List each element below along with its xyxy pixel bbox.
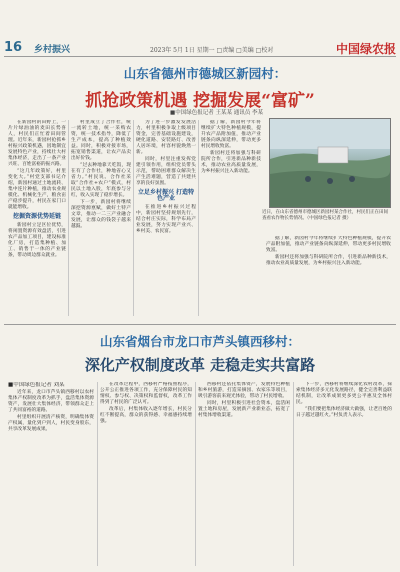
article1-column-4 (201, 120, 261, 316)
column-divider (133, 120, 134, 316)
section-title: 乡村振兴 (34, 45, 71, 55)
paragraph: 同时，村里注重发挥党建引领作用，组织党员带头示范，帮助困难群众解决生产生活难题，营造了共建共享的良好氛围。 (136, 157, 196, 186)
paragraph: 为了进一步激发发展活力，村里积极争取上级项目资金，完善基础设施建设，硬化道路、安装路灯、改善人居环境，村容村貌焕然一新。 (136, 120, 196, 155)
column-divider (195, 382, 196, 566)
article1-subtitle: 山东省德州市德城区新园村： (123, 66, 287, 81)
article1-title: 抓抢政策机遇 挖掘发展“富矿” (85, 91, 315, 111)
column-divider (293, 382, 294, 566)
paragraph: 据了解，新园村今年将继续扩大特色种植规模，提升农产品附加值，推动产业链条向纵深延伸，带动更多村民增收致富。 (266, 236, 391, 253)
paragraph: 在新园村的田野上，一片片绿油油的麦田长势喜人，村民们正忙着田间管理。近年来，新园村抢抓乡村振兴政策机遇，因地制宜发展特色产业，持续壮大村集体经济，走出了一条产业兴旺、百姓富裕的振兴路。 (8, 120, 66, 167)
article2-column-1 (8, 382, 94, 566)
date-line: 2023年 5月 1日 星期一 □责编 □美编 □校对 (150, 47, 274, 54)
article-divider (4, 324, 396, 325)
article1-subheading-2: 立足乡村振兴 打造特色产业 (137, 189, 195, 202)
paragraph: “过去种地靠天吃饭，现在有了合作社，种地省心又省力。”村民说。合作社采取“合作社+农户”模式，村民以土地入股，年底参与分红，收入实现了稳步增长。 (71, 163, 131, 198)
field-photo-illustration (270, 119, 390, 207)
paragraph: 新园村还将加强与科研院所合作，引进新品种新技术，推动农业高质量发展，为乡村振兴注入新动能。 (201, 151, 261, 174)
paragraph: 在改革过程中，西移村严格按照程序，公开公正推进各项工作，充分保障村民的知情权、参与权、决策权和监督权，改革工作得到了村民的广泛认可。 (100, 382, 192, 405)
article1-byline: ■中国绿色报记者 王某某 通讯员 李某 (170, 110, 263, 116)
paragraph: 改革后，村集体收入逐年增长，村民分红不断提高，群众的获得感、幸福感持续增强。 (100, 407, 192, 424)
article1-column-2 (71, 120, 131, 316)
article1-subheading-1: 挖掘资源优势延链 (12, 213, 61, 220)
header-divider (4, 56, 396, 57)
article2-column-3 (198, 382, 290, 566)
column-divider (198, 120, 199, 316)
newspaper-logo: 中国绿农报 (336, 42, 397, 56)
paragraph: 下一步，新园村将继续深挖资源禀赋，做好土特产文章，推动一二三产业融合发展，让群众的钱袋子越来越鼓。 (71, 200, 131, 229)
paragraph: 在推进乡村振兴过程中，新园村坚持规划先行，结合村庄实际，科学布局产业发展，努力实现产业兴、乡村美、农民富。 (136, 205, 196, 234)
column-divider (97, 382, 98, 566)
paragraph: 同时，村里积极引进社会资本，盘活闲置土地和房屋，发展新产业新业态，拓宽了村集体增收渠道。 (198, 401, 290, 418)
paragraph: 新园村还将加强与科研院所合作，引进新品种新技术，推动农业高质量发展，为乡村振兴注入新动能。 (266, 255, 391, 266)
article1-photo (269, 118, 391, 208)
paragraph: “我们要把集体经济做大做强，让老百姓的日子越过越红火。”村负责人表示。 (296, 407, 392, 418)
paragraph: 新园村立足区位优势，将闲置资源有效盘活，引进农产品加工项目，建设标准化厂房，打造集种植、加工、销售于一体的产业链条，带动周边群众就业。 (8, 223, 66, 258)
article1-column-3 (136, 120, 196, 316)
article2-column-2 (100, 382, 192, 566)
article2-title: 深化产权制度改革 走稳走实共富路 (84, 356, 316, 374)
page-number: 16 (4, 40, 23, 55)
article2-column-4 (296, 382, 392, 566)
paragraph: 西移村还依托集体资产，发展特色种植和乡村旅游，打造采摘园、农家乐等项目，吸引游客前来观光体验，带动了村民增收。 (198, 382, 290, 399)
article1-column-5 (266, 236, 391, 316)
article2-subtitle: 山东省烟台市龙口市芦头镇西移村： (99, 334, 300, 349)
paragraph: 据了解，新园村今年将继续扩大特色种植规模，提升农产品附加值，推动产业链条向纵深延伸，带动更多村民增收致富。 (201, 120, 261, 149)
paragraph: 村里成立了合作社，统一流转土地，统一采购农资，统一技术指导，降低了生产成本，提高了种植效益。同时，积极对接市场，拓宽销售渠道，让农产品卖出好价钱。 (71, 120, 131, 161)
article1-photo-caption: 近日，在山东省德州市德城区新园村某合作社，村民们正在田间查看农作物长势情况。（中国绿色报记者 摄） (262, 210, 388, 221)
paragraph: “这几年政策好，村里变化大。”村党支部书记介绍，新园村通过土地流转、集中连片种植，推动农业规模化、机械化生产，粮食亩产稳步提升，村民在家门口就能增收。 (8, 169, 66, 210)
paragraph: 下一步，西移村将继续深化农村改革，探索集体经济多元化发展路径，健全完善利益联结机制，让改革成果更多更公平惠及全体村民。 (296, 382, 392, 405)
article1-column-1 (8, 120, 66, 316)
article2-byline: ■中国绿色报记者 刘某 (8, 382, 65, 388)
paragraph: 近年来，龙口市芦头镇西移村以农村集体产权制度改革为抓手，盘活集体资源资产，发展壮大集体经济，带领群众走上了共同富裕的道路。 (8, 390, 94, 413)
column-divider (68, 120, 69, 316)
paragraph: 村里组织开展清产核资，明确集体资产权属，量化到户到人，村民变身股东，共享改革发展成果。 (8, 415, 94, 432)
